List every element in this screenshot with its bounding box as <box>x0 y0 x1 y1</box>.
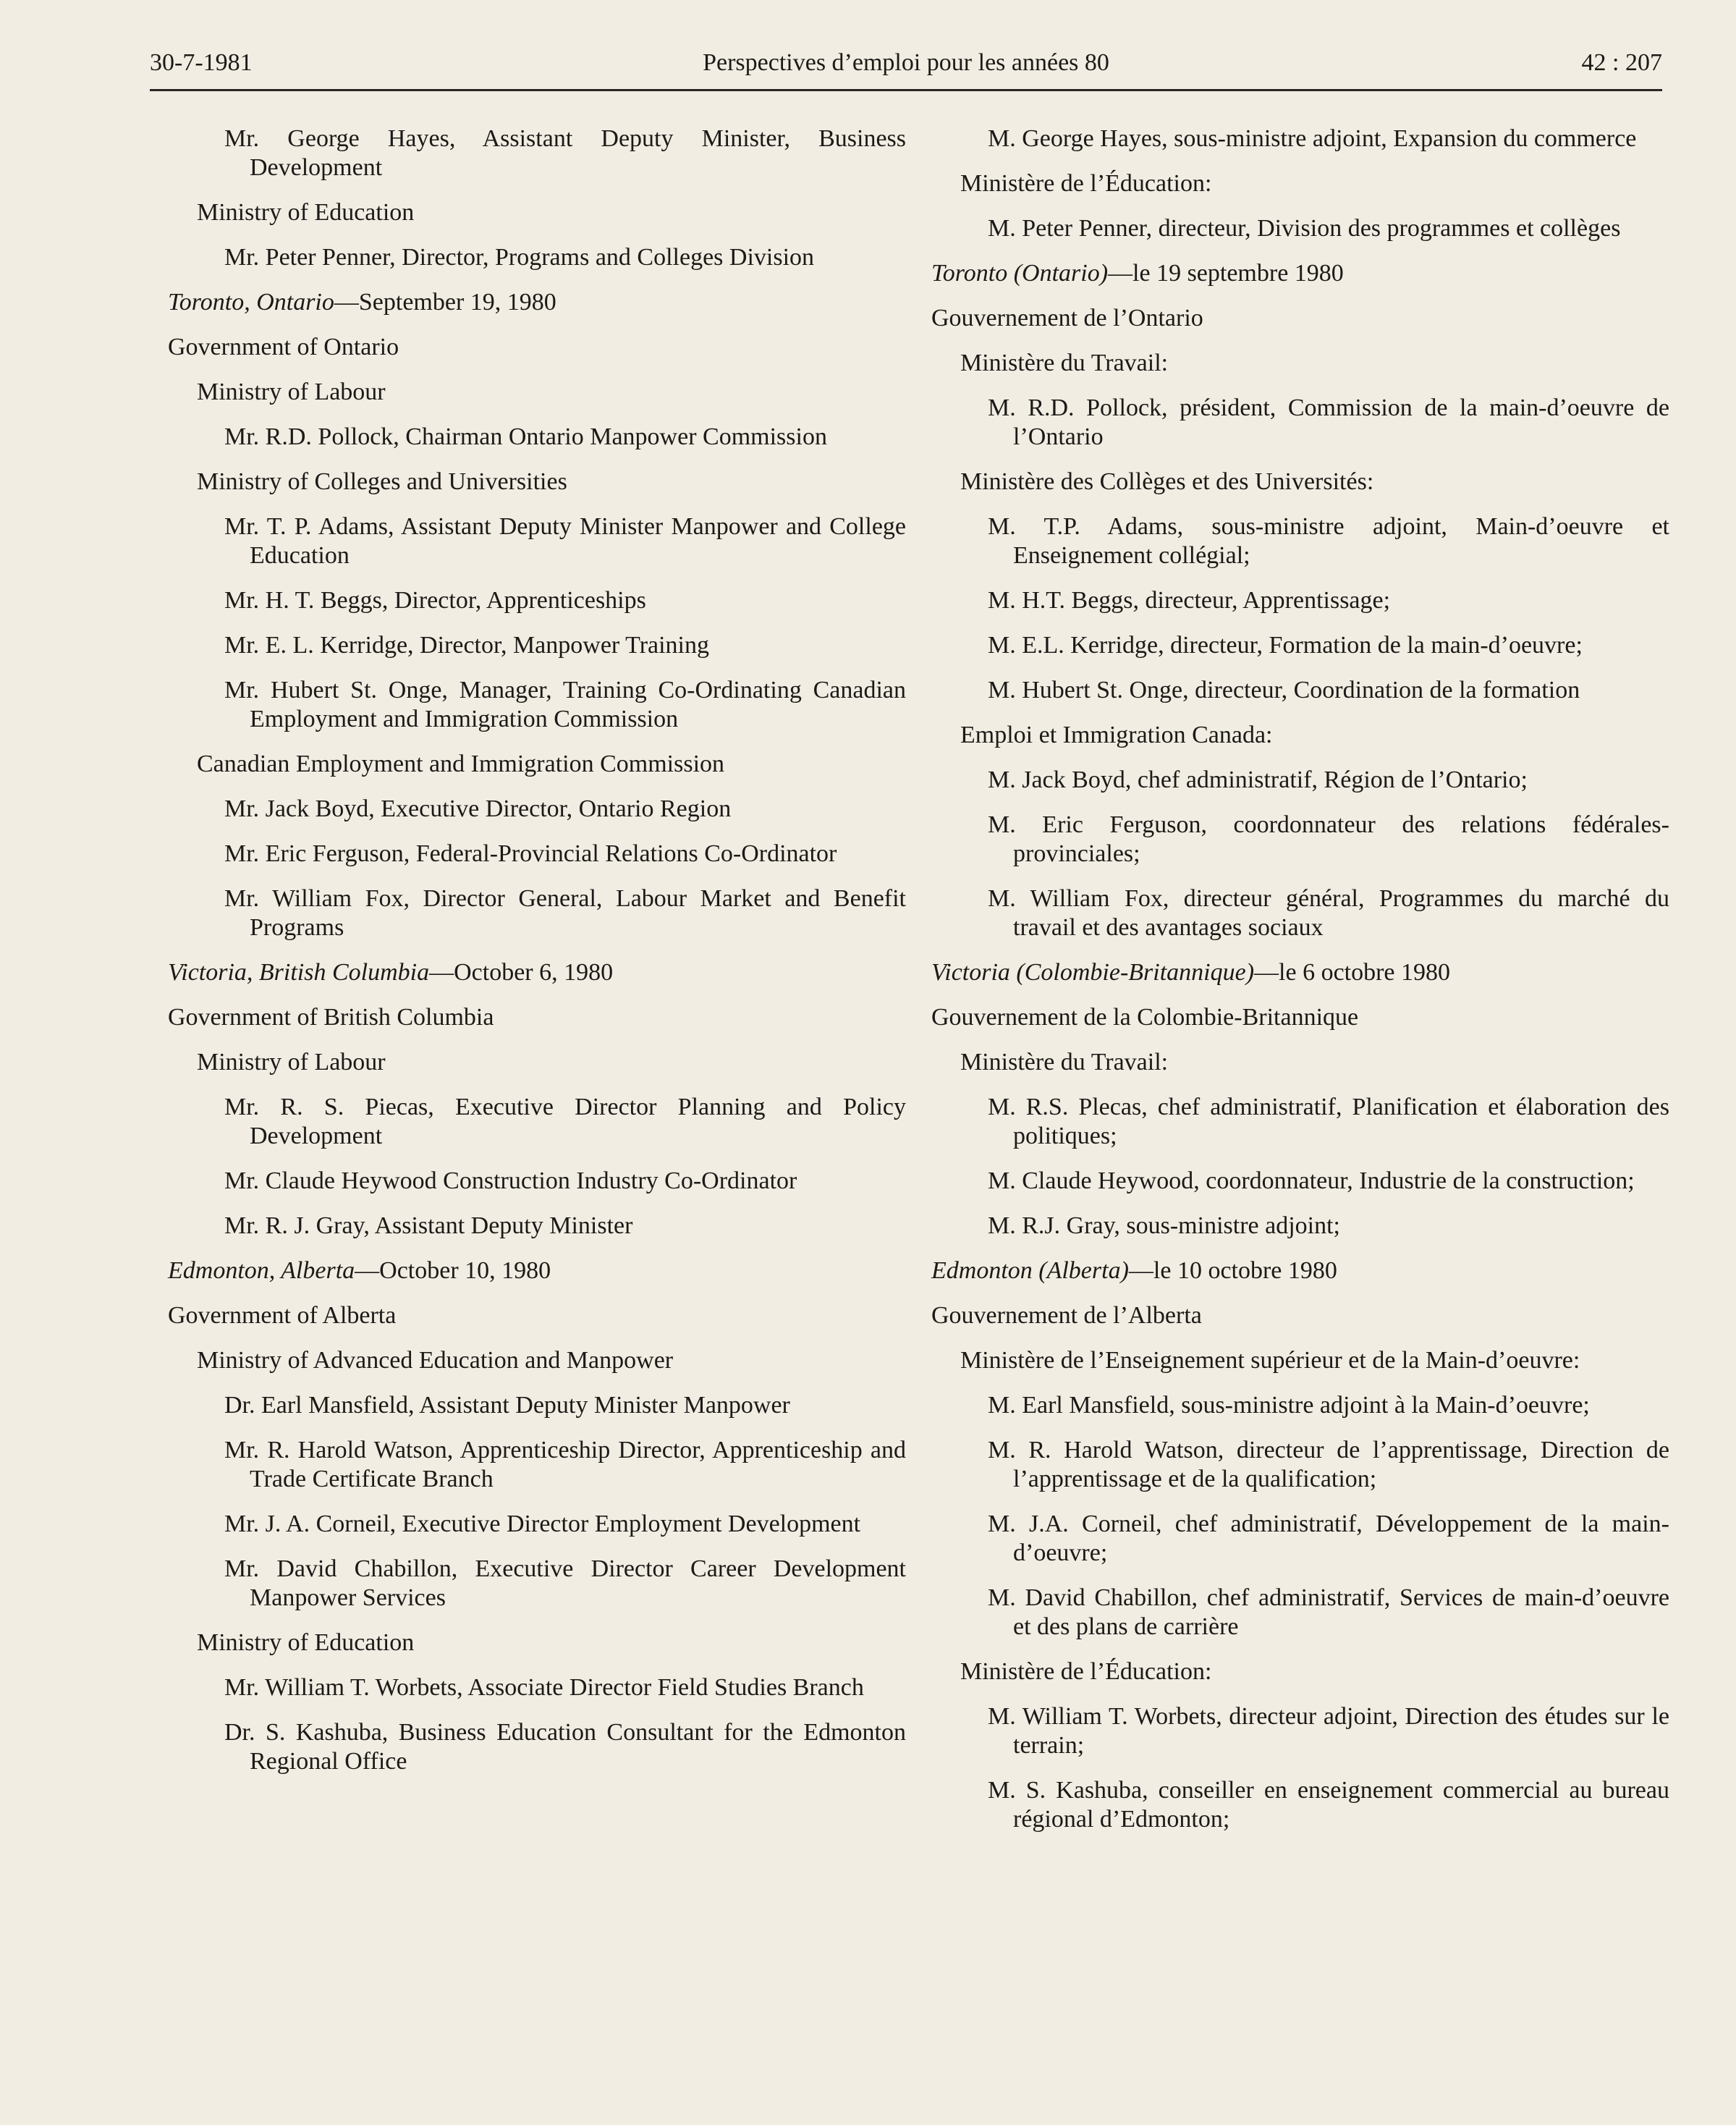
en-ministry-heading <box>168 468 906 497</box>
location-date: —October 6, 1980 <box>429 959 614 986</box>
entry-text: M. R. Harold Watson, directeur de l’apprentissage, Direction de l’apprentissage et de la qualification; <box>988 1437 1669 1492</box>
en-official-entry <box>168 1673 906 1702</box>
en-official-entry <box>168 795 906 824</box>
fr-official-entry <box>931 1510 1669 1568</box>
entry-text: Ministry of Education <box>197 1629 415 1656</box>
fr-location-heading <box>931 1256 1669 1285</box>
entry-text: Mr. David Chabillon, Executive Director Career Development Manpower Services <box>224 1555 906 1611</box>
en-official-entry <box>168 1167 906 1196</box>
entry-text: Mr. Peter Penner, Director, Programs and Colleges Division <box>224 244 815 271</box>
entry-text: Ministry of Colleges and Universities <box>197 468 567 495</box>
en-official-entry <box>168 1391 906 1420</box>
location-name: Toronto, Ontario <box>168 289 334 316</box>
entry-text: M. Hubert St. Onge, directeur, Coordination de la formation <box>988 677 1580 704</box>
fr-government-heading <box>931 1003 1669 1032</box>
fr-official-entry <box>931 1391 1669 1420</box>
entry-text: Mr. R. J. Gray, Assistant Deputy Minister <box>224 1212 633 1239</box>
location-name: Edmonton, Alberta <box>168 1257 355 1284</box>
en-ministry-heading <box>168 198 906 227</box>
location-date: —le 6 octobre 1980 <box>1254 959 1451 986</box>
en-official-entry <box>168 586 906 615</box>
fr-official-entry <box>931 214 1669 243</box>
header-page-number: 42 : 207 <box>1581 49 1662 76</box>
fr-official-entry <box>931 811 1669 869</box>
fr-official-entry <box>931 512 1669 570</box>
en-official-entry <box>168 1212 906 1241</box>
entry-text: Ministry of Labour <box>197 1049 386 1076</box>
entry-text: Mr. William Fox, Director General, Labour Market and Benefit Programs <box>224 885 906 941</box>
page-header <box>150 45 1662 90</box>
fr-official-entry <box>931 676 1669 705</box>
entry-text: Mr. H. T. Beggs, Director, Apprenticeships <box>224 587 646 614</box>
entry-text: M. Jack Boyd, chef administratif, Région de l’Ontario; <box>988 766 1528 793</box>
entry-text: Mr. R. Harold Watson, Apprenticeship Director, Apprenticeship and Trade Certificate Branch <box>224 1437 906 1492</box>
fr-ministry-heading <box>931 468 1669 497</box>
location-date: —le 19 septembre 1980 <box>1108 260 1344 287</box>
en-ministry-heading <box>168 750 906 779</box>
entry-text: Canadian Employment and Immigration Commission <box>197 751 725 777</box>
location-name: Victoria, British Columbia <box>168 959 430 986</box>
english-column <box>168 124 906 1792</box>
entry-text: Ministry of Advanced Education and Manpower <box>197 1347 674 1374</box>
entry-text: Ministère de l’Enseignement supérieur et de la Main-d’oeuvre: <box>960 1347 1580 1374</box>
entry-text: Emploi et Immigration Canada: <box>960 722 1273 748</box>
fr-official-entry <box>931 1212 1669 1241</box>
entry-text: Mr. Hubert St. Onge, Manager, Training Co-Ordinating Canadian Employment and Immigration Commission <box>224 677 906 732</box>
fr-official-entry <box>931 586 1669 615</box>
header-rule <box>150 89 1662 91</box>
entry-text: Government of Ontario <box>168 334 399 360</box>
entry-text: Ministry of Labour <box>197 379 386 405</box>
entry-text: M. David Chabillon, chef administratif, Services de main-d’oeuvre et des plans de carrière <box>988 1584 1669 1640</box>
en-ministry-heading <box>168 1628 906 1657</box>
entry-text: M. William T. Worbets, directeur adjoint, Direction des études sur le terrain; <box>988 1703 1669 1759</box>
en-government-heading <box>168 333 906 362</box>
en-official-entry <box>168 676 906 734</box>
header-title: Perspectives d’emploi pour les années 80 <box>703 49 1109 76</box>
entry-text: Government of British Columbia <box>168 1004 494 1031</box>
entry-text: Gouvernement de l’Alberta <box>931 1302 1202 1329</box>
fr-official-entry <box>931 1776 1669 1834</box>
entry-text: M. H.T. Beggs, directeur, Apprentissage; <box>988 587 1391 614</box>
fr-government-heading <box>931 1301 1669 1330</box>
en-official-entry <box>168 1555 906 1613</box>
fr-ministry-heading <box>931 169 1669 198</box>
entry-text: Mr. E. L. Kerridge, Director, Manpower Training <box>224 632 710 659</box>
entry-text: Mr. J. A. Corneil, Executive Director Employment Development <box>224 1511 861 1537</box>
fr-ministry-heading <box>931 1657 1669 1686</box>
entry-text: Ministère du Travail: <box>960 1049 1169 1076</box>
entry-text: Mr. R.D. Pollock, Chairman Ontario Manpower Commission <box>224 423 827 450</box>
entry-text: Mr. T. P. Adams, Assistant Deputy Minister Manpower and College Education <box>224 513 906 569</box>
entry-text: Dr. Earl Mansfield, Assistant Deputy Minister Manpower <box>224 1392 790 1419</box>
entry-text: Mr. George Hayes, Assistant Deputy Minister, Business Development <box>224 125 906 181</box>
entry-text: Gouvernement de la Colombie-Britannique <box>931 1004 1359 1031</box>
entry-text: M. Eric Ferguson, coordonnateur des relations fédérales-provinciales; <box>988 811 1669 867</box>
entry-text: Ministère de l’Éducation: <box>960 170 1212 197</box>
fr-official-entry <box>931 1436 1669 1494</box>
location-name: Edmonton (Alberta) <box>931 1257 1129 1284</box>
entry-text: M. William Fox, directeur général, Programmes du marché du travail et des avantages sociaux <box>988 885 1669 941</box>
fr-location-heading <box>931 259 1669 288</box>
entry-text: Mr. R. S. Piecas, Executive Director Planning and Policy Development <box>224 1094 906 1149</box>
entry-text: Mr. William T. Worbets, Associate Director Field Studies Branch <box>224 1674 864 1701</box>
fr-official-entry <box>931 884 1669 942</box>
fr-location-heading <box>931 958 1669 987</box>
fr-ministry-heading <box>931 721 1669 750</box>
entry-text: M. J.A. Corneil, chef administratif, Développement de la main-d’oeuvre; <box>988 1511 1669 1566</box>
fr-official-entry <box>931 766 1669 795</box>
location-date: —September 19, 1980 <box>334 289 556 316</box>
french-column <box>931 124 1669 1850</box>
location-name: Victoria (Colombie-Britannique) <box>931 959 1255 986</box>
en-official-entry <box>168 243 906 272</box>
en-ministry-heading <box>168 1048 906 1077</box>
en-government-heading <box>168 1301 906 1330</box>
entry-text: M. R.S. Plecas, chef administratif, Planification et élaboration des politiques; <box>988 1094 1669 1149</box>
fr-official-entry <box>931 124 1669 153</box>
fr-official-entry <box>931 394 1669 452</box>
fr-government-heading <box>931 304 1669 333</box>
entry-text: M. R.D. Pollock, président, Commission de la main-d’oeuvre de l’Ontario <box>988 394 1669 450</box>
en-location-heading <box>168 958 906 987</box>
entry-text: M. Claude Heywood, coordonnateur, Industrie de la construction; <box>988 1167 1635 1194</box>
en-official-entry <box>168 840 906 869</box>
entry-text: Government of Alberta <box>168 1302 397 1329</box>
location-date: —le 10 octobre 1980 <box>1128 1257 1337 1284</box>
entry-text: Mr. Eric Ferguson, Federal-Provincial Relations Co-Ordinator <box>224 840 837 867</box>
fr-official-entry <box>931 1093 1669 1151</box>
en-official-entry <box>168 1718 906 1776</box>
en-official-entry <box>168 1436 906 1494</box>
entry-text: Dr. S. Kashuba, Business Education Consultant for the Edmonton Regional Office <box>224 1719 906 1775</box>
entry-text: M. R.J. Gray, sous-ministre adjoint; <box>988 1212 1340 1239</box>
en-location-heading <box>168 288 906 317</box>
entry-text: Gouvernement de l’Ontario <box>931 305 1203 331</box>
fr-ministry-heading <box>931 1346 1669 1375</box>
entry-text: Mr. Jack Boyd, Executive Director, Ontario Region <box>224 795 732 822</box>
fr-official-entry <box>931 631 1669 660</box>
en-official-entry <box>168 1510 906 1539</box>
en-official-entry <box>168 1093 906 1151</box>
entry-text: Ministère des Collèges et des Universités: <box>960 468 1374 495</box>
en-ministry-heading <box>168 378 906 407</box>
location-name: Toronto (Ontario) <box>931 260 1109 287</box>
fr-official-entry <box>931 1702 1669 1760</box>
en-official-entry <box>168 512 906 570</box>
entry-text: Ministère du Travail: <box>960 350 1169 376</box>
entry-text: Ministère de l’Éducation: <box>960 1658 1212 1685</box>
en-official-entry <box>168 124 906 182</box>
en-government-heading <box>168 1003 906 1032</box>
en-official-entry <box>168 884 906 942</box>
entry-text: Ministry of Education <box>197 199 415 226</box>
fr-ministry-heading <box>931 349 1669 378</box>
entry-text: Mr. Claude Heywood Construction Industry Co-Ordinator <box>224 1167 797 1194</box>
location-date: —October 10, 1980 <box>355 1257 551 1284</box>
en-official-entry <box>168 631 906 660</box>
entry-text: M. Earl Mansfield, sous-ministre adjoint à la Main-d’oeuvre; <box>988 1392 1590 1419</box>
entry-text: M. George Hayes, sous-ministre adjoint, Expansion du commerce <box>988 125 1637 152</box>
header-date: 30-7-1981 <box>150 49 253 76</box>
en-official-entry <box>168 423 906 452</box>
en-ministry-heading <box>168 1346 906 1375</box>
fr-official-entry <box>931 1584 1669 1642</box>
en-location-heading <box>168 1256 906 1285</box>
fr-official-entry <box>931 1167 1669 1196</box>
entry-text: M. S. Kashuba, conseiller en enseignement commercial au bureau régional d’Edmonton; <box>988 1777 1669 1833</box>
fr-ministry-heading <box>931 1048 1669 1077</box>
entry-text: M. E.L. Kerridge, directeur, Formation de la main-d’oeuvre; <box>988 632 1583 659</box>
entry-text: M. Peter Penner, directeur, Division des programmes et collèges <box>988 215 1621 242</box>
entry-text: M. T.P. Adams, sous-ministre adjoint, Main-d’oeuvre et Enseignement collégial; <box>988 513 1669 569</box>
